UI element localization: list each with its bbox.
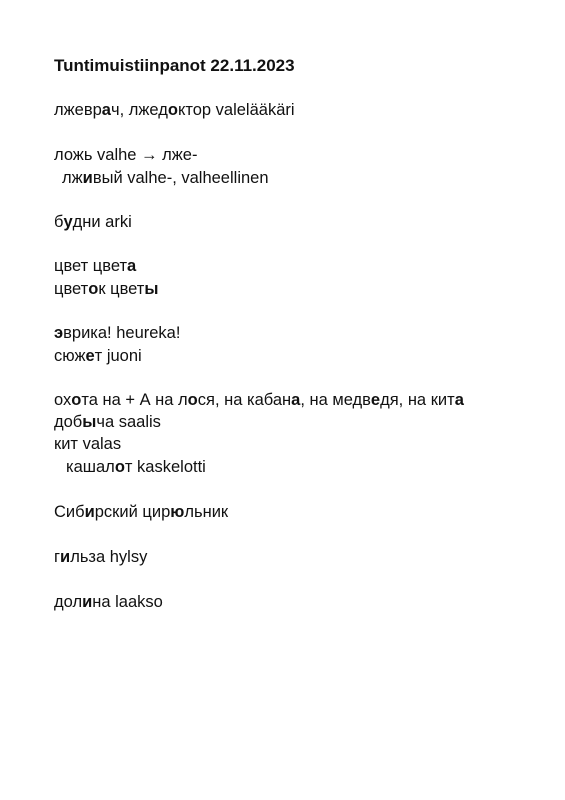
note-line: охота на + А на лося, на кабана, на медведя, на кита bbox=[54, 391, 464, 409]
note-line: добыча saalis bbox=[54, 413, 161, 431]
stressed-letter: о bbox=[167, 101, 178, 119]
stressed-letter: о bbox=[114, 458, 125, 476]
stressed-letter: е bbox=[85, 347, 95, 365]
stressed-letter: а bbox=[291, 391, 301, 409]
note-line: цвет цвета bbox=[54, 257, 137, 275]
note-line: эврика! heureka! bbox=[54, 324, 181, 342]
stressed-letter: ы bbox=[144, 280, 159, 298]
note-line: ложь valhe → лже- bbox=[54, 146, 198, 164]
stressed-letter: у bbox=[63, 213, 73, 231]
note-line: долина laakso bbox=[54, 593, 163, 611]
stressed-letter: и bbox=[84, 503, 95, 521]
stressed-letter: ю bbox=[170, 503, 185, 521]
stressed-letter: и bbox=[82, 593, 93, 611]
note-line: лжеврач, лжедоктор valelääkäri bbox=[54, 101, 295, 119]
stressed-letter: и bbox=[82, 169, 93, 187]
stressed-letter: ы bbox=[82, 413, 97, 431]
stressed-letter: а bbox=[127, 257, 137, 275]
note-line: кит valas bbox=[54, 435, 122, 453]
note-line: сюжет juoni bbox=[54, 347, 142, 365]
stressed-letter: и bbox=[60, 548, 71, 566]
stressed-letter: е bbox=[370, 391, 381, 409]
note-line: лживый valhe-, valheellinen bbox=[62, 169, 269, 187]
stressed-letter: о bbox=[71, 391, 82, 409]
note-line: будни arki bbox=[54, 213, 132, 231]
stressed-letter: э bbox=[54, 324, 64, 342]
stressed-letter: а bbox=[101, 101, 111, 119]
note-line: гильза hylsy bbox=[54, 548, 148, 566]
note-line: кашалот kaskelotti bbox=[66, 458, 206, 476]
note-line: цветок цветы bbox=[54, 280, 159, 298]
note-line: Сибирский цирюльник bbox=[54, 503, 229, 521]
page-title: Tuntimuistiinpanot 22.11.2023 bbox=[54, 56, 295, 75]
stressed-letter: о bbox=[187, 391, 198, 409]
stressed-letter: о bbox=[88, 280, 99, 298]
stressed-letter: а bbox=[454, 391, 464, 409]
